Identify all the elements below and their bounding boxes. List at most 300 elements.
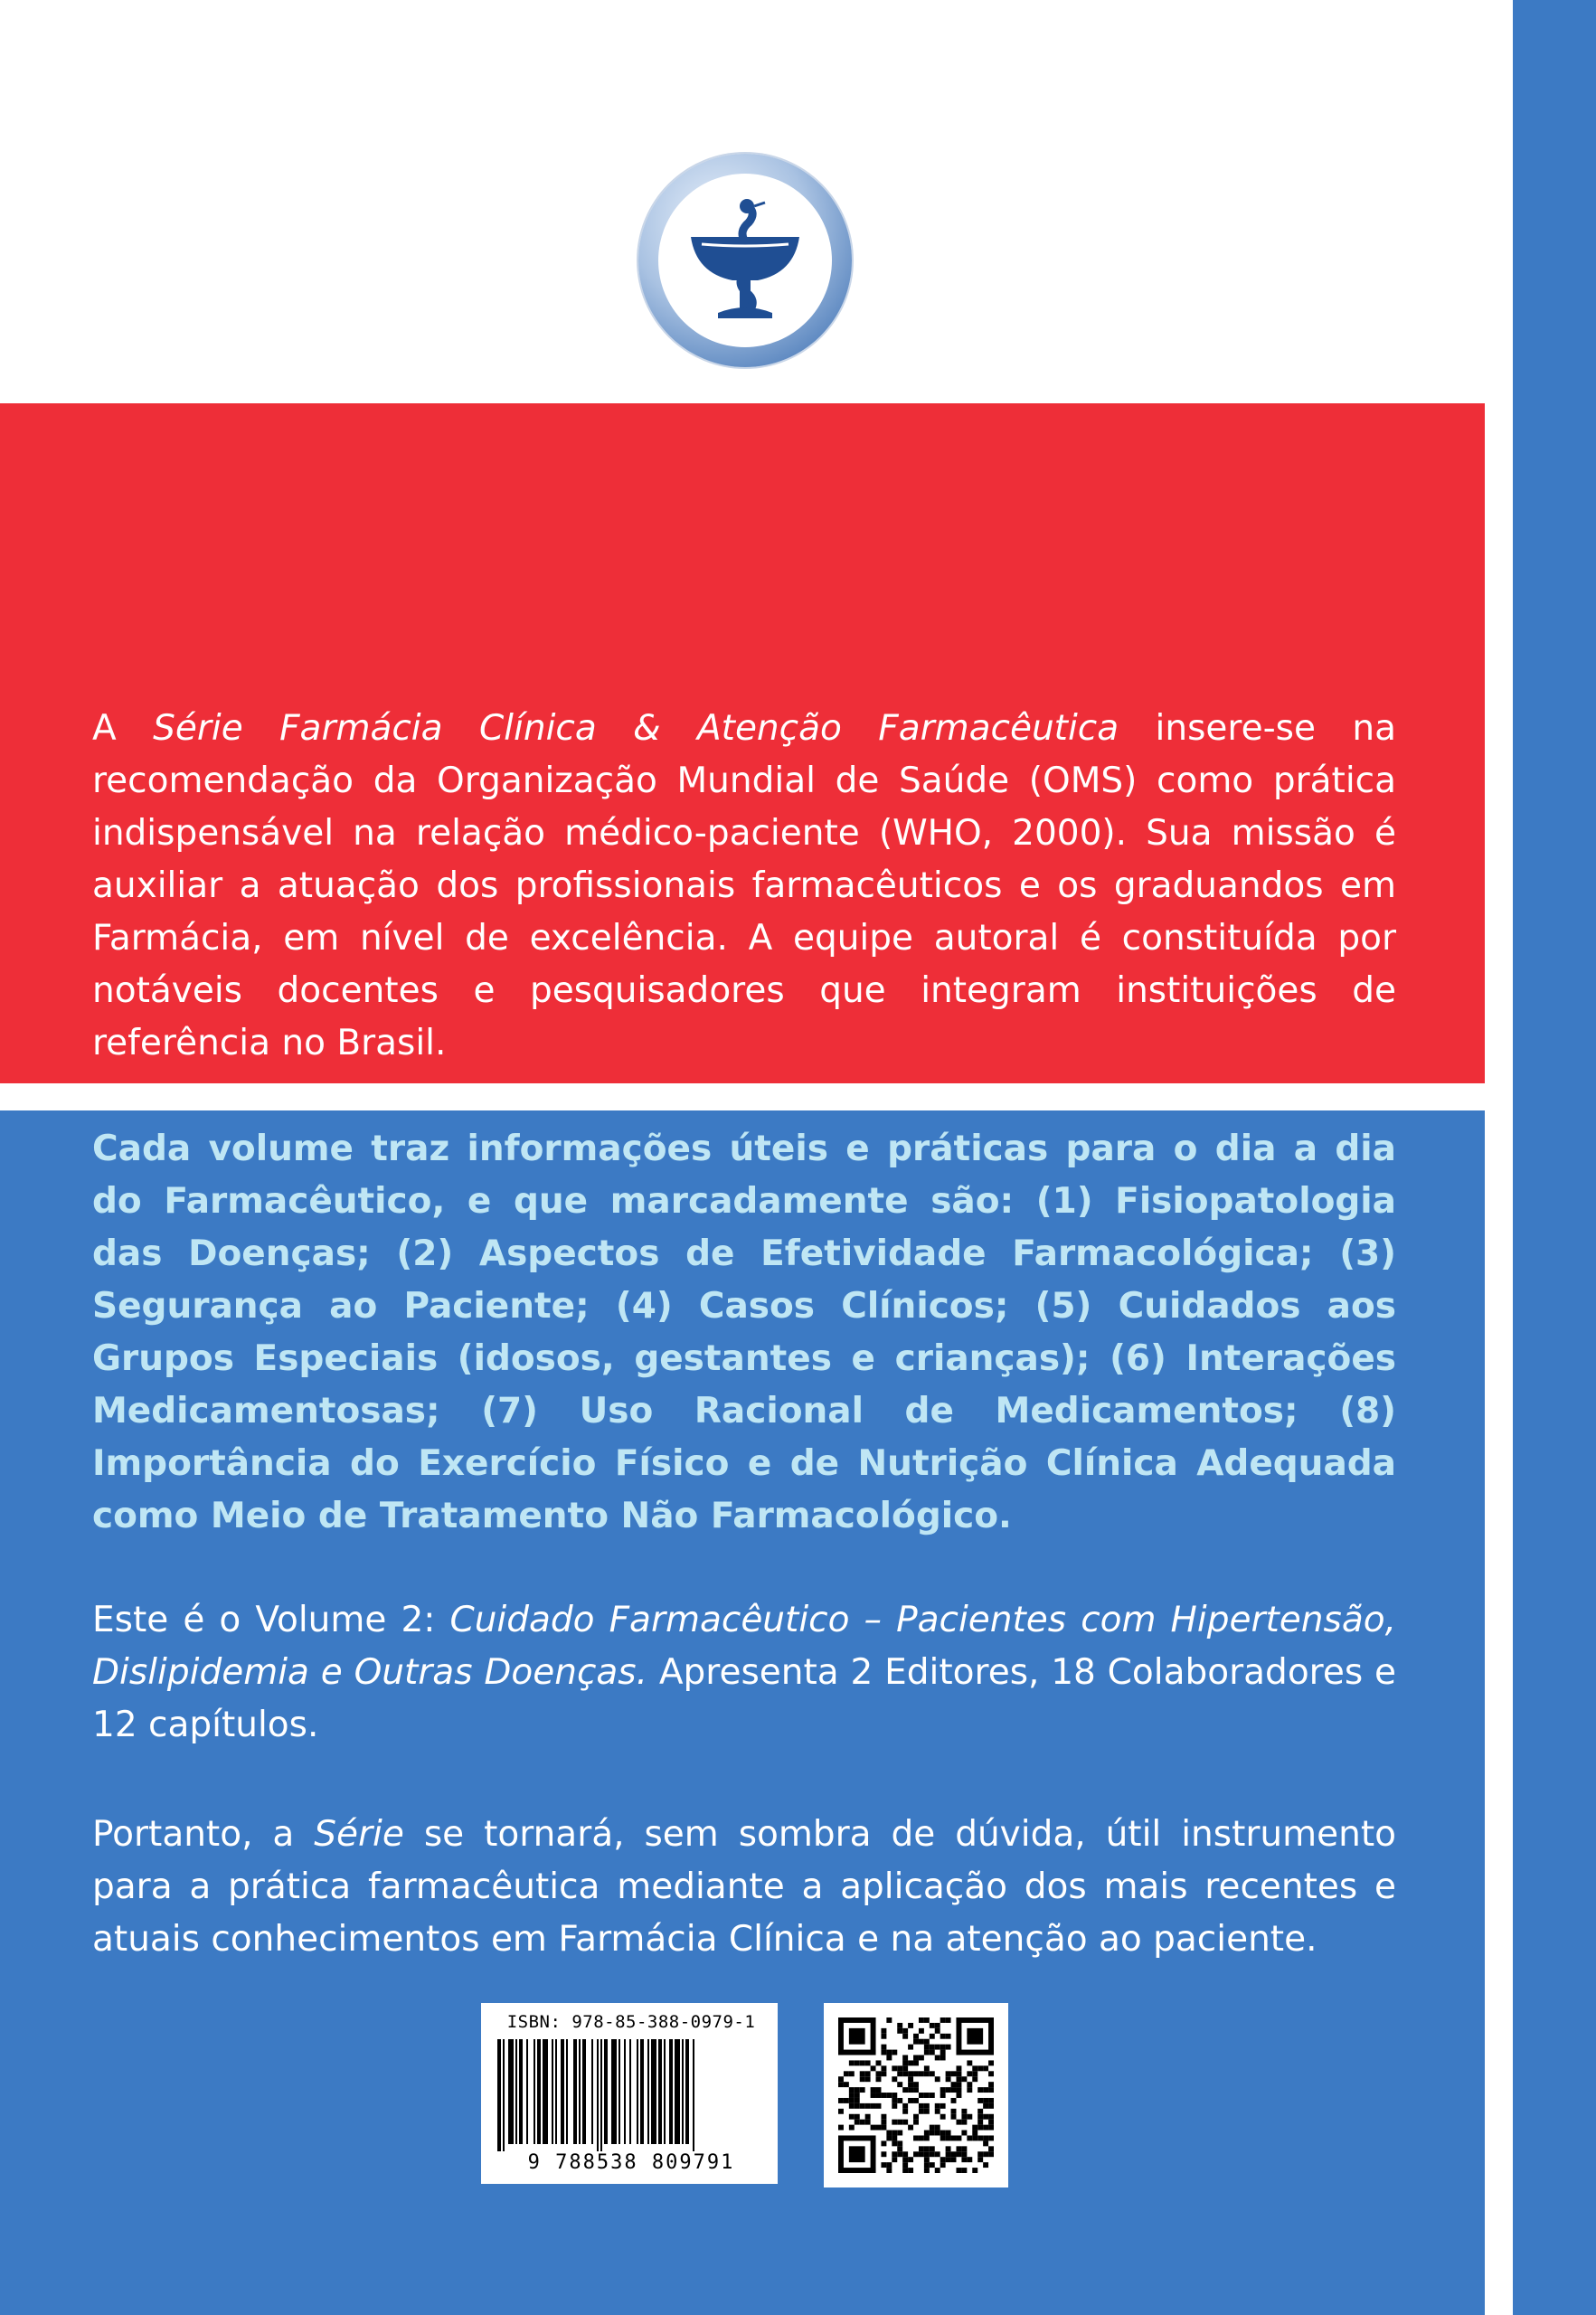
qr-module	[908, 2125, 913, 2131]
qr-module	[983, 2135, 988, 2140]
qr-module	[977, 2109, 983, 2114]
qr-module	[897, 2071, 902, 2076]
qr-module	[919, 2071, 924, 2076]
qr-module	[892, 2131, 897, 2136]
qr-module	[855, 2098, 860, 2103]
qr-module	[956, 2151, 961, 2157]
qr-module	[951, 2114, 957, 2120]
qr-module	[897, 2098, 902, 2103]
qr-module	[935, 2076, 940, 2082]
qr-module	[902, 2087, 908, 2093]
barcode-digits: 9 788538 809791	[527, 2151, 735, 2174]
qr-module	[838, 2109, 844, 2114]
qr-module	[886, 2093, 892, 2098]
qr-module	[946, 2017, 951, 2023]
qr-module	[935, 2045, 940, 2050]
qr-module	[956, 2065, 961, 2071]
qr-module	[972, 2071, 977, 2076]
qr-module	[988, 2082, 994, 2087]
qr-module	[897, 2028, 902, 2034]
barcode-bar	[534, 2039, 535, 2144]
qr-module	[924, 2131, 930, 2136]
qr-module	[977, 2065, 983, 2071]
qr-module	[956, 2135, 961, 2140]
qr-module	[886, 2162, 892, 2168]
barcode-bar	[579, 2039, 581, 2144]
barcode-bar	[537, 2039, 541, 2144]
qr-code	[824, 2003, 1008, 2187]
qr-module	[849, 2098, 855, 2103]
qr-module	[940, 2034, 946, 2039]
qr-module	[881, 2045, 886, 2050]
qr-module	[838, 2082, 844, 2087]
isbn-barcode	[481, 2003, 778, 2184]
qr-module	[972, 2076, 977, 2082]
qr-module	[983, 2065, 988, 2071]
qr-module	[946, 2076, 951, 2082]
qr-module	[961, 2114, 967, 2120]
qr-module	[892, 2093, 897, 2098]
qr-module	[892, 2076, 897, 2082]
qr-module	[977, 2135, 983, 2140]
qr-module	[881, 2093, 886, 2098]
qr-module	[908, 2168, 913, 2173]
qr-module	[913, 2082, 919, 2087]
qr-module	[897, 2120, 902, 2125]
series-word: Série	[314, 1814, 404, 1855]
qr-module	[956, 2050, 994, 2055]
qr-module	[956, 2146, 961, 2151]
qr-module	[924, 2168, 930, 2173]
qr-module	[935, 2125, 940, 2131]
qr-module	[913, 2114, 919, 2120]
qr-module	[988, 2146, 994, 2151]
qr-module	[967, 2028, 983, 2045]
qr-module	[849, 2103, 855, 2109]
barcode-bar	[515, 2039, 517, 2144]
qr-module	[930, 2162, 935, 2168]
barcode-bar	[611, 2039, 617, 2144]
barcode-bars	[494, 2039, 769, 2151]
qr-module	[940, 2045, 946, 2050]
qr-module	[935, 2151, 940, 2157]
qr-module	[902, 2034, 908, 2039]
qr-module	[892, 2050, 897, 2055]
qr-module	[977, 2120, 983, 2125]
qr-module	[844, 2082, 849, 2087]
qr-module	[956, 2087, 961, 2093]
qr-module	[924, 2157, 930, 2162]
qr-module	[908, 2060, 913, 2065]
barcode-bar	[640, 2039, 644, 2144]
qr-module	[897, 2065, 902, 2071]
qr-module	[886, 2017, 892, 2023]
qr-module	[983, 2087, 988, 2093]
qr-module	[924, 2050, 930, 2055]
barcode-bar	[519, 2039, 523, 2144]
qr-module	[924, 2071, 930, 2076]
qr-module	[838, 2076, 844, 2082]
qr-module	[940, 2050, 946, 2055]
qr-module	[849, 2087, 855, 2093]
qr-module	[930, 2093, 935, 2098]
barcode-bar	[561, 2039, 564, 2144]
qr-module	[908, 2082, 913, 2087]
qr-module	[902, 2055, 908, 2061]
qr-module	[919, 2039, 924, 2045]
qr-module	[930, 2034, 935, 2039]
qr-module	[849, 2093, 855, 2098]
qr-module	[876, 2093, 882, 2098]
qr-module	[930, 2125, 935, 2131]
qr-module	[886, 2135, 892, 2140]
qr-module	[935, 2109, 940, 2114]
qr-module	[865, 2114, 871, 2120]
qr-module	[849, 2071, 855, 2076]
qr-module	[913, 2060, 919, 2065]
qr-module	[988, 2151, 994, 2157]
qr-module	[946, 2087, 951, 2093]
series-title: Série Farmácia Clínica & Atenção Farmacêutica	[153, 708, 1119, 749]
qr-module	[940, 2157, 946, 2162]
qr-module	[860, 2060, 865, 2065]
qr-module	[919, 2055, 924, 2061]
qr-module	[849, 2146, 865, 2162]
qr-module	[977, 2114, 983, 2120]
qr-module	[897, 2023, 902, 2028]
barcode-bar	[566, 2039, 568, 2144]
qr-module	[951, 2098, 957, 2103]
qr-code-icon	[838, 2017, 994, 2173]
qr-module	[881, 2140, 886, 2146]
barcode-bar	[629, 2039, 631, 2144]
qr-module	[935, 2023, 940, 2028]
qr-module	[951, 2151, 957, 2157]
qr-module	[865, 2071, 871, 2076]
qr-module	[892, 2157, 897, 2162]
qr-module	[902, 2109, 908, 2114]
qr-module	[930, 2071, 935, 2076]
volume-title: Cuidado Farmacêutico – Pacientes com Hipertensão, Dislipidemia e Outras Doenças.	[92, 1600, 1396, 1693]
intro-body: insere-se na recomendação da Organização Mundial de Saúde (OMS) como prática indispensável na relação médico-paciente (WHO, 2000). Sua missão é auxiliar a atuação dos profissionais farmacêuticos e os graduandos em Farmácia, em nível de excelência. A equipe autoral é constituída por notáveis docentes e pesquisadores que integram instituições de referência no Brasil.	[92, 708, 1396, 1063]
barcode-bar	[597, 2039, 599, 2151]
qr-module	[838, 2017, 844, 2055]
qr-module	[876, 2087, 882, 2093]
qr-module	[930, 2146, 935, 2151]
qr-module	[924, 2151, 930, 2157]
qr-module	[967, 2135, 972, 2140]
qr-module	[902, 2120, 908, 2125]
qr-module	[855, 2060, 860, 2065]
qr-module	[983, 2125, 988, 2131]
qr-module	[967, 2082, 972, 2087]
qr-module	[860, 2103, 865, 2109]
qr-module	[892, 2103, 897, 2109]
qr-module	[913, 2034, 919, 2039]
qr-module	[844, 2098, 849, 2103]
barcode-bar	[555, 2039, 557, 2144]
volume-paragraph	[92, 1594, 1396, 1752]
qr-module	[881, 2065, 886, 2071]
qr-module	[988, 2125, 994, 2131]
qr-module	[908, 2045, 913, 2050]
qr-module	[908, 2023, 913, 2028]
barcode-bar	[508, 2039, 514, 2144]
qr-module	[940, 2055, 946, 2061]
qr-module	[886, 2131, 892, 2136]
qr-module	[881, 2125, 886, 2131]
qr-module	[946, 2146, 951, 2151]
qr-module	[871, 2093, 876, 2098]
qr-module	[860, 2076, 865, 2082]
qr-module	[855, 2087, 860, 2093]
qr-module	[886, 2055, 892, 2061]
barcode-bar	[658, 2039, 662, 2144]
qr-module	[881, 2028, 886, 2034]
qr-module	[951, 2135, 957, 2140]
volume-prefix: Este é o Volume 2:	[92, 1600, 450, 1640]
barcode-bar	[624, 2039, 626, 2144]
qr-module	[897, 2082, 902, 2087]
qr-module	[924, 2135, 930, 2140]
qr-module	[972, 2168, 977, 2173]
qr-module	[902, 2151, 908, 2157]
qr-module	[871, 2135, 876, 2173]
qr-module	[961, 2109, 967, 2114]
barcode-bar	[682, 2039, 684, 2144]
pharmacy-logo	[638, 154, 852, 367]
barcode-bar	[600, 2039, 602, 2151]
qr-module	[849, 2028, 865, 2045]
barcode-bar	[664, 2039, 666, 2144]
qr-module	[967, 2087, 972, 2093]
qr-module	[988, 2071, 994, 2076]
qr-module	[940, 2131, 946, 2136]
qr-module	[988, 2103, 994, 2109]
qr-module	[924, 2093, 930, 2098]
qr-module	[988, 2087, 994, 2093]
qr-module	[902, 2157, 908, 2162]
barcode-bar	[503, 2039, 505, 2151]
qr-module	[871, 2087, 876, 2093]
qr-module	[908, 2076, 913, 2082]
qr-module	[860, 2120, 865, 2125]
qr-module	[967, 2157, 972, 2162]
qr-module	[940, 2135, 946, 2140]
conclusion-paragraph	[92, 1809, 1396, 1966]
barcode-bar	[619, 2039, 620, 2144]
qr-module	[988, 2120, 994, 2125]
qr-module	[977, 2087, 983, 2093]
qr-module	[988, 2017, 994, 2055]
qr-module	[838, 2135, 876, 2140]
qr-module	[956, 2168, 961, 2173]
qr-module	[908, 2071, 913, 2076]
qr-module	[881, 2114, 886, 2120]
conclusion-prefix: Portanto, a	[92, 1814, 315, 1855]
qr-module	[935, 2131, 940, 2136]
isbn-label: ISBN: 978-85-388-0979-1	[506, 2012, 756, 2032]
qr-module	[892, 2140, 897, 2146]
qr-module	[946, 2157, 951, 2162]
qr-module	[972, 2125, 977, 2131]
bowl-of-hygieia-icon	[671, 186, 819, 335]
qr-module	[902, 2065, 908, 2071]
qr-module	[838, 2135, 844, 2173]
barcode-bar	[526, 2039, 528, 2144]
intro-prefix: A	[92, 708, 154, 749]
qr-module	[924, 2103, 930, 2109]
qr-module	[983, 2103, 988, 2109]
qr-module	[983, 2151, 988, 2157]
qr-module	[881, 2120, 886, 2125]
qr-module	[919, 2103, 924, 2109]
qr-module	[930, 2050, 935, 2055]
qr-module	[886, 2050, 892, 2055]
barcode-bar	[604, 2039, 608, 2144]
qr-module	[935, 2103, 940, 2109]
qr-module	[919, 2028, 924, 2034]
barcode-bar	[693, 2039, 694, 2151]
qr-module	[967, 2060, 972, 2065]
qr-module	[983, 2098, 988, 2103]
qr-module	[855, 2120, 860, 2125]
qr-module	[924, 2065, 930, 2071]
qr-module	[946, 2045, 951, 2050]
qr-module	[897, 2151, 902, 2157]
qr-module	[919, 2151, 924, 2157]
qr-module	[946, 2034, 951, 2039]
qr-module	[983, 2162, 988, 2168]
qr-module	[961, 2168, 967, 2173]
qr-module	[961, 2157, 967, 2162]
qr-module	[956, 2071, 961, 2076]
qr-module	[940, 2114, 946, 2120]
qr-module	[871, 2065, 876, 2071]
barcode-bar	[669, 2039, 673, 2144]
qr-module	[902, 2103, 908, 2109]
qr-module	[930, 2151, 935, 2157]
qr-module	[849, 2060, 855, 2065]
qr-module	[951, 2082, 957, 2087]
qr-module	[902, 2060, 908, 2065]
qr-module	[924, 2017, 930, 2023]
qr-module	[902, 2162, 908, 2168]
qr-module	[935, 2168, 940, 2173]
qr-module	[908, 2157, 913, 2162]
qr-module	[951, 2157, 957, 2162]
qr-module	[865, 2060, 871, 2065]
barcode-bar	[647, 2039, 649, 2144]
qr-module	[930, 2045, 935, 2050]
qr-module	[855, 2103, 860, 2109]
qr-module	[919, 2135, 924, 2140]
qr-module	[956, 2120, 961, 2125]
qr-module	[983, 2140, 988, 2146]
qr-module	[946, 2131, 951, 2136]
qr-module	[988, 2114, 994, 2120]
qr-module	[961, 2146, 967, 2151]
barcode-bar	[637, 2039, 638, 2144]
qr-module	[972, 2131, 977, 2136]
qr-module	[902, 2028, 908, 2034]
qr-module	[838, 2050, 876, 2055]
qr-module	[977, 2151, 983, 2157]
qr-module	[913, 2120, 919, 2125]
qr-module	[849, 2114, 855, 2120]
qr-module	[919, 2017, 924, 2023]
qr-module	[892, 2151, 897, 2157]
qr-module	[838, 2098, 844, 2103]
qr-module	[897, 2131, 902, 2136]
qr-module	[838, 2125, 844, 2131]
qr-module	[876, 2060, 882, 2065]
qr-module	[876, 2076, 882, 2082]
qr-module	[881, 2162, 886, 2168]
qr-module	[897, 2140, 902, 2146]
qr-module	[886, 2168, 892, 2173]
barcode-bar	[591, 2039, 593, 2144]
qr-module	[881, 2151, 886, 2157]
barcode-bar	[573, 2039, 577, 2144]
qr-module	[876, 2071, 882, 2076]
qr-module	[871, 2125, 876, 2131]
qr-module	[935, 2055, 940, 2061]
barcode-bar	[675, 2039, 680, 2144]
qr-module	[988, 2060, 994, 2065]
qr-module	[961, 2120, 967, 2125]
barcode-bar	[651, 2039, 656, 2144]
qr-module	[951, 2087, 957, 2093]
qr-module	[871, 2017, 876, 2055]
qr-module	[972, 2135, 977, 2140]
qr-module	[983, 2114, 988, 2120]
qr-module	[977, 2125, 983, 2131]
qr-module	[919, 2093, 924, 2098]
qr-module	[844, 2071, 849, 2076]
conclusion-suffix: se tornará, sem sombra de dúvida, útil instrumento para a prática farmacêutica mediante a aplicação dos mais recentes e atuais conhecimentos em Farmácia Clínica e na atenção ao paciente.	[92, 1814, 1396, 1960]
qr-module	[855, 2114, 860, 2120]
qr-module	[961, 2076, 967, 2082]
qr-module	[940, 2162, 946, 2168]
qr-module	[881, 2071, 886, 2076]
qr-module	[902, 2168, 908, 2173]
qr-module	[967, 2071, 972, 2076]
qr-module	[940, 2093, 946, 2098]
barcode-bar	[497, 2039, 501, 2151]
qr-module	[940, 2103, 946, 2109]
barcode-bar	[552, 2039, 553, 2144]
qr-module	[946, 2151, 951, 2157]
qr-module	[924, 2109, 930, 2114]
qr-module	[924, 2039, 930, 2045]
qr-module	[913, 2135, 919, 2140]
qr-module	[860, 2087, 865, 2093]
qr-module	[977, 2098, 983, 2103]
qr-module	[860, 2071, 865, 2076]
qr-module	[924, 2162, 930, 2168]
qr-module	[902, 2071, 908, 2076]
qr-module	[951, 2071, 957, 2076]
features-paragraph: Cada volume traz informações úteis e práticas para o dia a dia do Farmacêutico, e que marcadamente são: (1) Fisiopatologia das Doenças; (2) Aspectos de Efetividade Farmacológica; (3) Segurança ao Paciente; (4) Casos Clínicos; (5) Cuidados aos Grupos Especiais (idosos, gestantes e crianças); (6) Interações Medicamentosas; (7) Uso Racional de Medicamentos; (8) Importância do Exercício Físico e de Nutrição Clínica Adequada como Meio de Tratamento Não Farmacológico.	[92, 1129, 1396, 1536]
qr-module	[865, 2076, 871, 2082]
qr-module	[961, 2131, 967, 2136]
qr-module	[940, 2017, 946, 2023]
qr-module	[865, 2120, 871, 2125]
qr-module	[956, 2093, 961, 2098]
qr-module	[961, 2151, 967, 2157]
qr-module	[919, 2109, 924, 2114]
